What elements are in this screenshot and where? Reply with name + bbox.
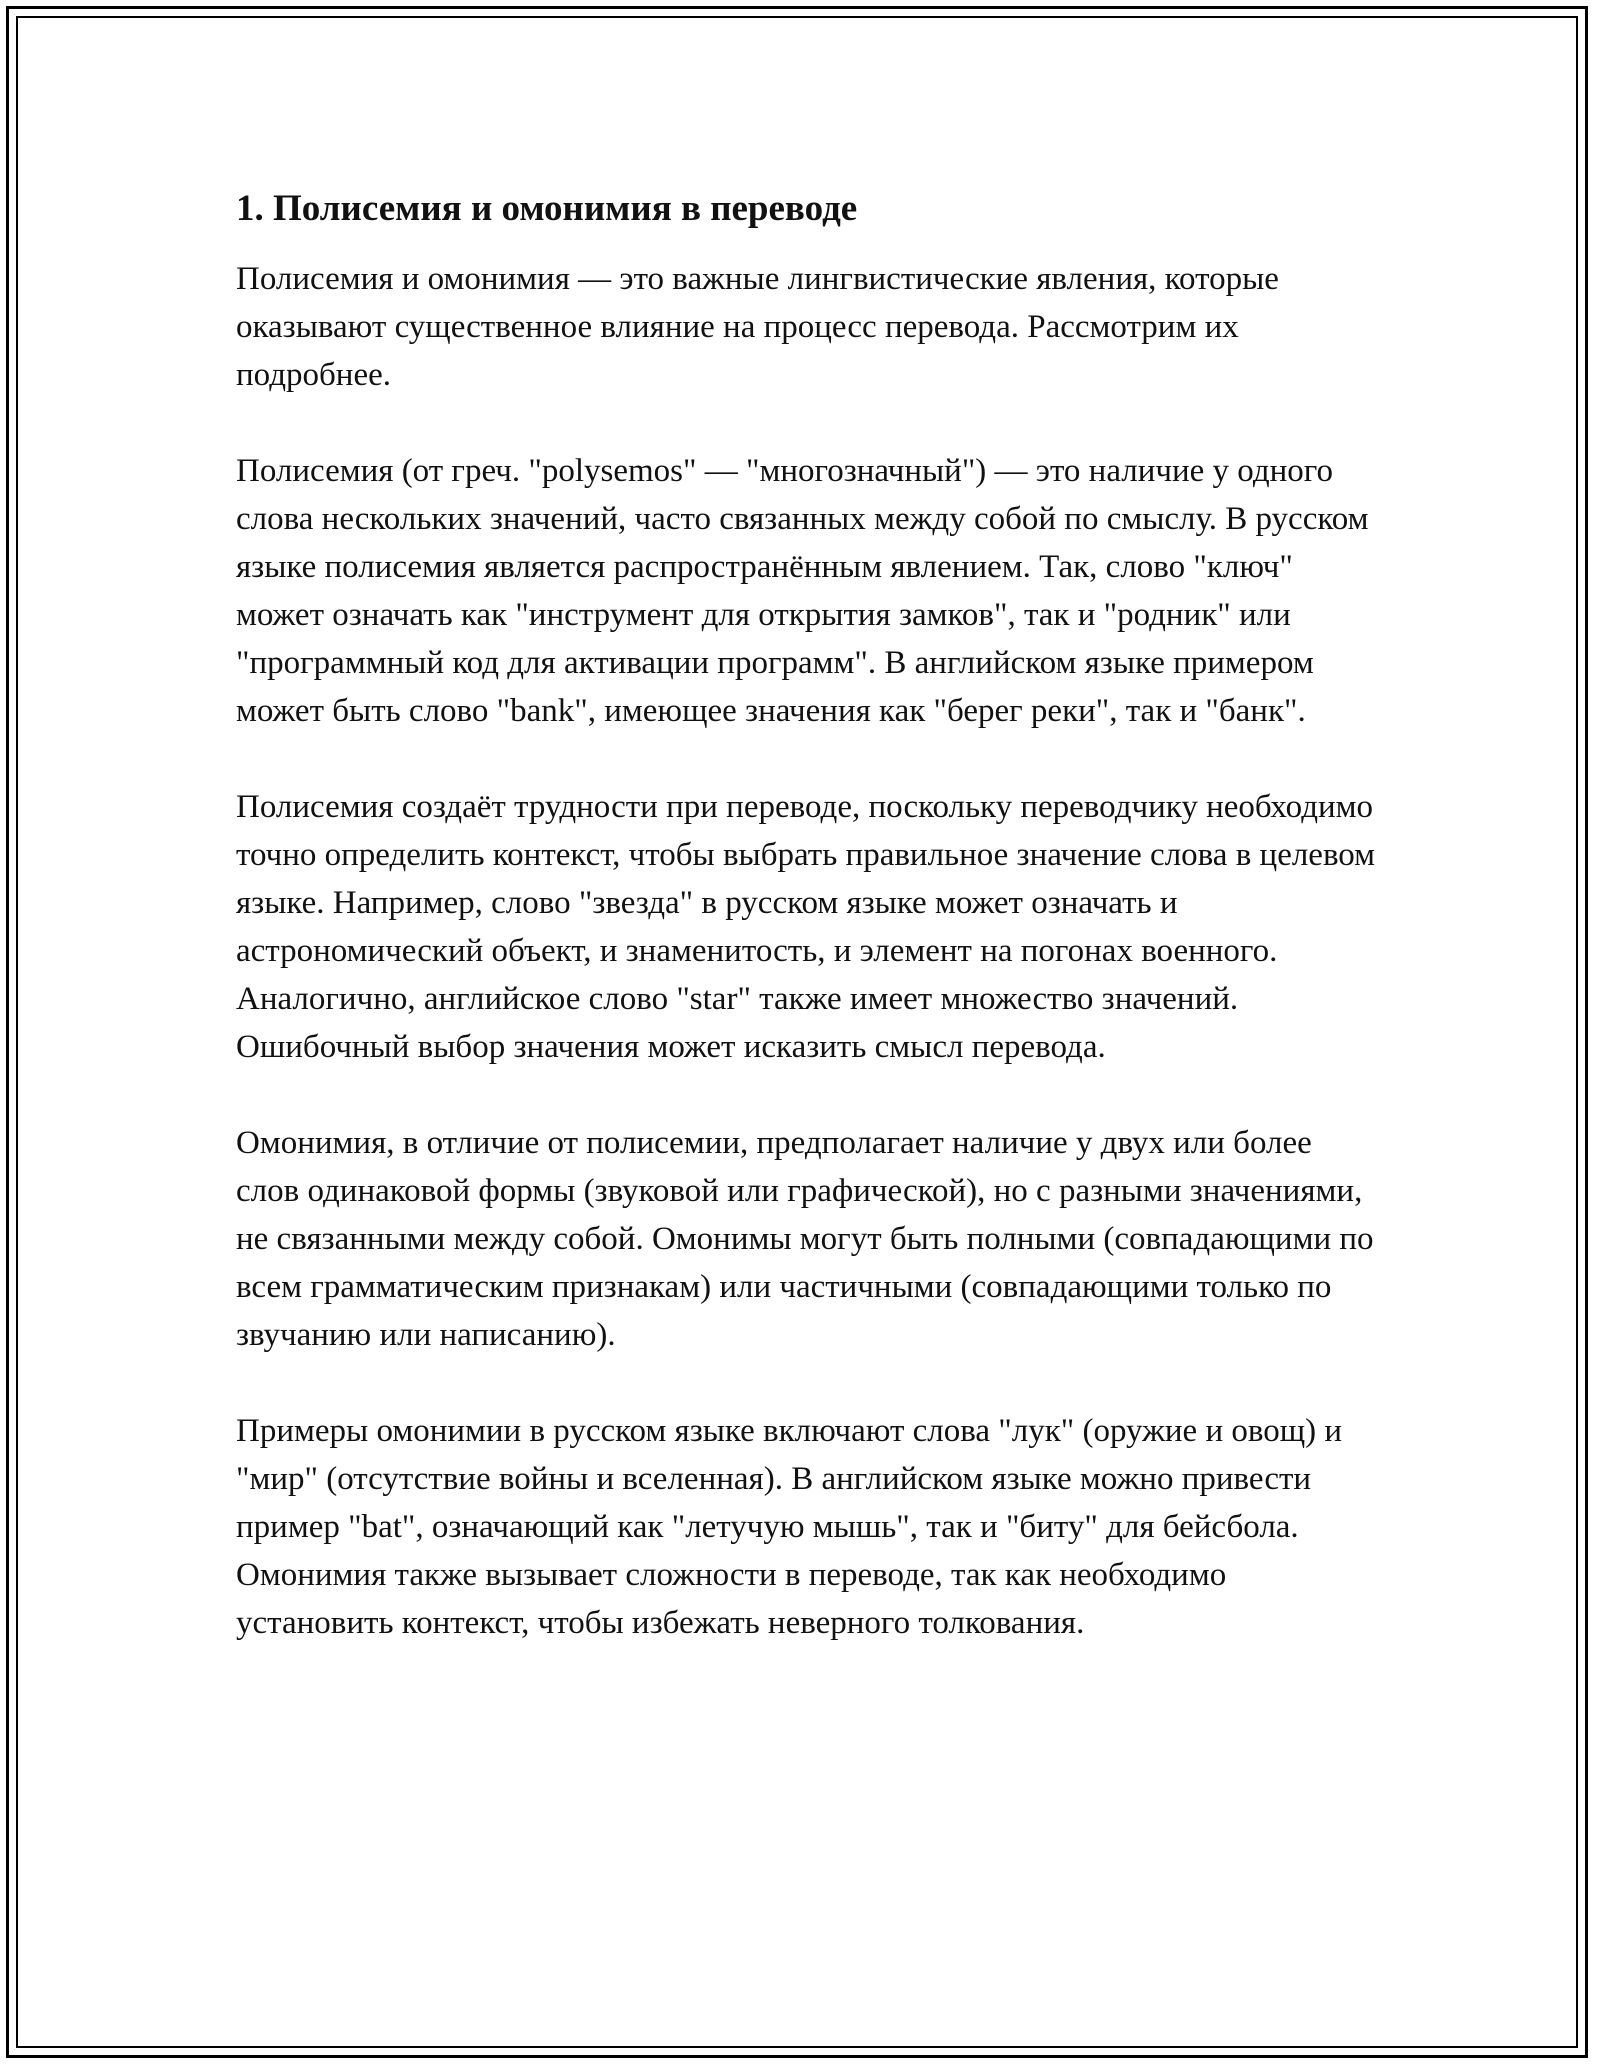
paragraph-polysemy-definition: Полисемия (от греч. "polysemos" — "многозначный") — это наличие у одного слова нескольких значений, часто связанных между собой по смыслу. В русском языке полисемия является распространённым явлением. Так, слово "ключ" может означать как "инструмент для открытия замков", так и "родник" или "программный код для активации программ". В английском языке примером может быть слово "bank", имеющее значения как "берег реки", так и "банк". <box>236 453 1369 729</box>
paragraph-homonymy-examples: Примеры омонимии в русском языке включают слова "лук" (оружие и овощ) и "мир" (отсутствие войны и вселенная). В английском языке можно привести пример "bat", означающий как "летучую мышь", так и "биту" для бейсбола. Омонимия также вызывает сложности в переводе, так как необходимо установить контекст, чтобы избежать неверного толкования. <box>236 1413 1343 1641</box>
paragraph-polysemy-difficulty: Полисемия создаёт трудности при переводе, поскольку переводчику необходимо точно определить контекст, чтобы выбрать правильное значение слова в целевом языке. Например, слово "звезда" в русском языке может означать и астрономический объект, и знаменитость, и элемент на погонах военного. Аналогично, английское слово "star" также имеет множество значений. Ошибочный выбор значения может исказить смысл перевода. <box>236 789 1376 1065</box>
paragraph-intro: Полисемия и омонимия — это важные лингвистические явления, которые оказывают существенное влияние на процесс перевода. Рассмотрим их подробнее. <box>236 261 1279 393</box>
section-heading: 1. Полисемия и омонимия в переводе <box>236 188 858 229</box>
paragraph-homonymy-definition: Омонимия, в отличие от полисемии, предполагает наличие у двух или более слов одинаковой формы (звуковой или графической), но с разными значениями, не связанными между собой. Омонимы могут быть полными (совпадающими по всем грамматическим признакам) или частичными (совпадающими только по звучанию или написанию). <box>236 1125 1374 1353</box>
document-body <box>236 185 1376 1695</box>
